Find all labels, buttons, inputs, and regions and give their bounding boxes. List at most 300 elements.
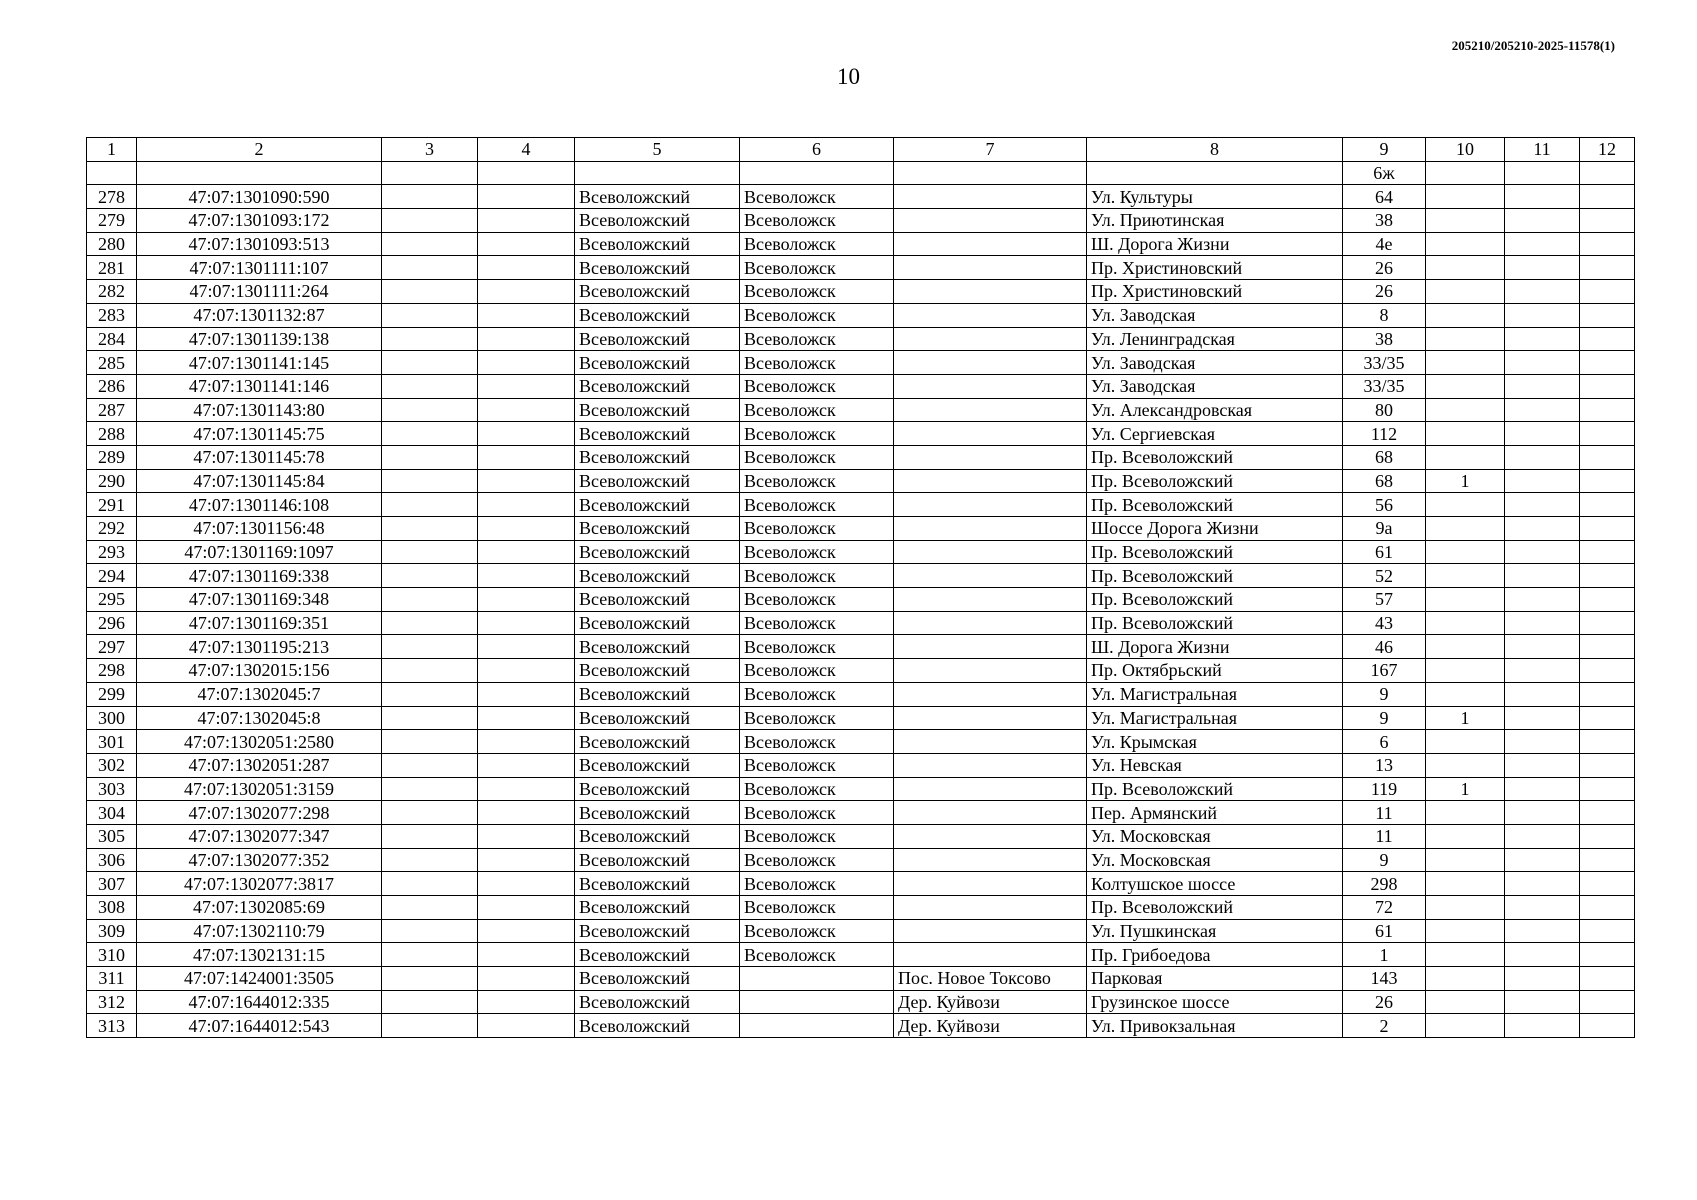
table-cell-col-5: Всеволожский <box>575 374 740 398</box>
table-row <box>87 209 1635 233</box>
table-cell-col-3 <box>382 967 478 991</box>
table-row <box>87 990 1635 1014</box>
table-row <box>87 1014 1635 1038</box>
table-cell-col-2: 47:07:1302131:15 <box>137 943 382 967</box>
table-cell-col-11 <box>1505 824 1580 848</box>
table-cell-col-2: 47:07:1302051:3159 <box>137 777 382 801</box>
table-row <box>87 872 1635 896</box>
table-cell-col-8: Ш. Дорога Жизни <box>1087 635 1343 659</box>
table-cell-col-8: Парковая <box>1087 967 1343 991</box>
table-row <box>87 445 1635 469</box>
table-cell-col-5: Всеволожский <box>575 967 740 991</box>
table-cell-col-5: Всеволожский <box>575 517 740 541</box>
table-cell-col-3 <box>382 327 478 351</box>
table-cell-col-4 <box>478 706 575 730</box>
table-cell-col-8: Ул. Пушкинская <box>1087 919 1343 943</box>
table-cell-col-6: Всеволожск <box>740 374 894 398</box>
table-cell-col-10 <box>1426 209 1505 233</box>
table-cell-col-12 <box>1580 445 1635 469</box>
table-cell-col-4 <box>478 351 575 375</box>
table-cell-col-3 <box>382 848 478 872</box>
table-cell-col-7 <box>894 564 1087 588</box>
table-cell-col-5: Всеволожский <box>575 682 740 706</box>
table-cell-col-10 <box>1426 303 1505 327</box>
table-cell-col-5: Всеволожский <box>575 730 740 754</box>
table-row <box>87 422 1635 446</box>
table-cell-col-9: 56 <box>1343 493 1426 517</box>
table-cell-col-10 <box>1426 848 1505 872</box>
table-body <box>87 138 1635 1038</box>
table-cell-col-8: Ул. Московская <box>1087 824 1343 848</box>
table-cell-col-4 <box>478 777 575 801</box>
table-cell-col-5: Всеволожский <box>575 659 740 683</box>
table-cell-col-7 <box>894 540 1087 564</box>
table-cell-col-6: Всеволожск <box>740 351 894 375</box>
table-cell-col-4 <box>478 872 575 896</box>
table-cell-col-6 <box>740 967 894 991</box>
table-cell-col-1: 281 <box>87 256 137 280</box>
column-header-11: 11 <box>1505 138 1580 162</box>
table-cell-col-1: 307 <box>87 872 137 896</box>
table-cell-col-2: 47:07:1301169:348 <box>137 588 382 612</box>
table-cell-col-6: Всеволожск <box>740 943 894 967</box>
table-cell-col-7 <box>894 280 1087 304</box>
table-cell-col-5: Всеволожский <box>575 635 740 659</box>
table-cell-col-7: Дер. Куйвози <box>894 1014 1087 1038</box>
table-cell-col-9: 6ж <box>1343 161 1426 185</box>
table-cell-col-8: Пр. Всеволожский <box>1087 493 1343 517</box>
table-cell-col-11 <box>1505 872 1580 896</box>
table-cell-col-8: Пр. Всеволожский <box>1087 469 1343 493</box>
table-cell-col-6: Всеволожск <box>740 682 894 706</box>
table-cell-col-1: 311 <box>87 967 137 991</box>
table-cell-col-1: 313 <box>87 1014 137 1038</box>
table-cell-col-12 <box>1580 990 1635 1014</box>
table-cell-col-9: 9 <box>1343 682 1426 706</box>
table-cell-col-11 <box>1505 303 1580 327</box>
table-cell-col-1: 279 <box>87 209 137 233</box>
table-cell-col-1: 278 <box>87 185 137 209</box>
table-cell-col-2: 47:07:1644012:543 <box>137 1014 382 1038</box>
table-cell-col-11 <box>1505 161 1580 185</box>
page-number: 10 <box>837 64 860 89</box>
table-cell-col-1: 297 <box>87 635 137 659</box>
table-cell-col-8: Ул. Привокзальная <box>1087 1014 1343 1038</box>
table-cell-col-2: 47:07:1302077:3817 <box>137 872 382 896</box>
table-cell-col-7 <box>894 445 1087 469</box>
table-row <box>87 374 1635 398</box>
table-cell-col-5: Всеволожский <box>575 469 740 493</box>
table-cell-col-6: Всеволожск <box>740 327 894 351</box>
table-cell-col-11 <box>1505 682 1580 706</box>
table-row <box>87 730 1635 754</box>
table-cell-col-2 <box>137 161 382 185</box>
table-cell-col-9: 80 <box>1343 398 1426 422</box>
table-cell-col-10 <box>1426 1014 1505 1038</box>
table-cell-col-1 <box>87 161 137 185</box>
table-cell-col-6: Всеволожск <box>740 611 894 635</box>
table-cell-col-10 <box>1426 232 1505 256</box>
table-cell-col-11 <box>1505 730 1580 754</box>
table-cell-col-3 <box>382 872 478 896</box>
table-cell-col-9: 2 <box>1343 1014 1426 1038</box>
table-row <box>87 232 1635 256</box>
table-cell-col-5: Всеволожский <box>575 943 740 967</box>
table-cell-col-10 <box>1426 517 1505 541</box>
table-cell-col-1: 303 <box>87 777 137 801</box>
table-cell-col-8: Ул. Заводская <box>1087 303 1343 327</box>
table-cell-col-11 <box>1505 351 1580 375</box>
table-cell-col-2: 47:07:1301111:107 <box>137 256 382 280</box>
table-cell-col-3 <box>382 588 478 612</box>
table-cell-col-12 <box>1580 967 1635 991</box>
table-cell-col-11 <box>1505 635 1580 659</box>
table-cell-col-5: Всеволожский <box>575 280 740 304</box>
column-header-6: 6 <box>740 138 894 162</box>
table-cell-col-8: Ул. Заводская <box>1087 374 1343 398</box>
table-cell-col-1: 310 <box>87 943 137 967</box>
table-row <box>87 848 1635 872</box>
table-cell-col-9: 298 <box>1343 872 1426 896</box>
table-cell-col-10 <box>1426 493 1505 517</box>
table-cell-col-1: 299 <box>87 682 137 706</box>
table-cell-col-7 <box>894 161 1087 185</box>
table-cell-col-1: 312 <box>87 990 137 1014</box>
table-cell-col-9: 68 <box>1343 445 1426 469</box>
table-cell-col-6: Всеволожск <box>740 896 894 920</box>
table-row <box>87 824 1635 848</box>
table-cell-col-5: Всеволожский <box>575 445 740 469</box>
table-cell-col-8: Ул. Александровская <box>1087 398 1343 422</box>
table-cell-col-8: Шоссе Дорога Жизни <box>1087 517 1343 541</box>
table-cell-col-6: Всеволожск <box>740 422 894 446</box>
table-cell-col-6: Всеволожск <box>740 185 894 209</box>
table-cell-col-9: 61 <box>1343 919 1426 943</box>
table-cell-col-2: 47:07:1301146:108 <box>137 493 382 517</box>
column-header-10: 10 <box>1426 138 1505 162</box>
table-cell-col-9: 38 <box>1343 209 1426 233</box>
table-cell-col-1: 293 <box>87 540 137 564</box>
table-cell-col-3 <box>382 896 478 920</box>
table-cell-col-11 <box>1505 256 1580 280</box>
table-cell-col-4 <box>478 824 575 848</box>
table-cell-col-10 <box>1426 990 1505 1014</box>
table-cell-col-9: 68 <box>1343 469 1426 493</box>
table-cell-col-6: Всеволожск <box>740 730 894 754</box>
table-cell-col-9: 6 <box>1343 730 1426 754</box>
table-cell-col-10 <box>1426 256 1505 280</box>
table-cell-col-8: Пр. Всеволожский <box>1087 777 1343 801</box>
table-cell-col-4 <box>478 517 575 541</box>
table-row <box>87 303 1635 327</box>
table-cell-col-7 <box>894 398 1087 422</box>
table-cell-col-6: Всеволожск <box>740 753 894 777</box>
table-cell-col-9: 11 <box>1343 801 1426 825</box>
column-header-9: 9 <box>1343 138 1426 162</box>
table-cell-col-11 <box>1505 422 1580 446</box>
table-cell-col-11 <box>1505 990 1580 1014</box>
table-cell-col-9: 52 <box>1343 564 1426 588</box>
table-cell-col-5: Всеволожский <box>575 990 740 1014</box>
table-row <box>87 493 1635 517</box>
table-cell-col-6: Всеволожск <box>740 588 894 612</box>
table-cell-col-12 <box>1580 753 1635 777</box>
table-cell-col-10 <box>1426 824 1505 848</box>
table-cell-col-4 <box>478 730 575 754</box>
table-cell-col-12 <box>1580 919 1635 943</box>
table-cell-col-7 <box>894 185 1087 209</box>
table-cell-col-10 <box>1426 896 1505 920</box>
table-cell-col-12 <box>1580 564 1635 588</box>
table-cell-col-3 <box>382 256 478 280</box>
table-cell-col-4 <box>478 682 575 706</box>
table-row <box>87 540 1635 564</box>
table-cell-col-6: Всеволожск <box>740 801 894 825</box>
table-cell-col-10 <box>1426 351 1505 375</box>
table-cell-col-7 <box>894 588 1087 612</box>
table-cell-col-11 <box>1505 374 1580 398</box>
table-row <box>87 706 1635 730</box>
table-cell-col-3 <box>382 469 478 493</box>
table-cell-col-4 <box>478 303 575 327</box>
table-row <box>87 256 1635 280</box>
table-cell-col-7 <box>894 659 1087 683</box>
table-cell-col-4 <box>478 232 575 256</box>
table-cell-col-11 <box>1505 588 1580 612</box>
table-cell-col-12 <box>1580 540 1635 564</box>
table-row <box>87 398 1635 422</box>
table-cell-col-11 <box>1505 445 1580 469</box>
table-cell-col-1: 292 <box>87 517 137 541</box>
table-cell-col-11 <box>1505 327 1580 351</box>
table-cell-col-10 <box>1426 611 1505 635</box>
table-cell-col-7 <box>894 469 1087 493</box>
table-cell-col-1: 306 <box>87 848 137 872</box>
table-cell-col-4 <box>478 209 575 233</box>
table-cell-col-4 <box>478 588 575 612</box>
table-cell-col-3 <box>382 611 478 635</box>
table-cell-col-4 <box>478 659 575 683</box>
table-cell-col-9: 167 <box>1343 659 1426 683</box>
table-cell-col-5: Всеволожский <box>575 303 740 327</box>
table-cell-col-1: 295 <box>87 588 137 612</box>
table-cell-col-4 <box>478 635 575 659</box>
table-cell-col-8: Ул. Ленинградская <box>1087 327 1343 351</box>
table-cell-col-5: Всеволожский <box>575 753 740 777</box>
table-cell-col-3 <box>382 682 478 706</box>
table-cell-col-7 <box>894 517 1087 541</box>
table-cell-col-12 <box>1580 398 1635 422</box>
table-cell-col-3 <box>382 517 478 541</box>
table-cell-col-5: Всеволожский <box>575 185 740 209</box>
table-cell-col-8: Пр. Всеволожский <box>1087 540 1343 564</box>
table-cell-col-9: 9 <box>1343 706 1426 730</box>
table-cell-col-7 <box>894 706 1087 730</box>
table-cell-col-2: 47:07:1301090:590 <box>137 185 382 209</box>
table-cell-col-11 <box>1505 919 1580 943</box>
table-cell-col-10 <box>1426 327 1505 351</box>
table-cell-col-10 <box>1426 730 1505 754</box>
table-cell-col-12 <box>1580 161 1635 185</box>
table-cell-col-1: 305 <box>87 824 137 848</box>
table-cell-col-2: 47:07:1301139:138 <box>137 327 382 351</box>
table-cell-col-11 <box>1505 943 1580 967</box>
table-cell-col-1: 301 <box>87 730 137 754</box>
table-cell-col-7 <box>894 777 1087 801</box>
table-cell-col-7 <box>894 730 1087 754</box>
table-cell-col-8 <box>1087 161 1343 185</box>
table-cell-col-9: 33/35 <box>1343 374 1426 398</box>
table-row <box>87 801 1635 825</box>
table-cell-col-6: Всеволожск <box>740 232 894 256</box>
table-cell-col-3 <box>382 919 478 943</box>
table-cell-col-11 <box>1505 209 1580 233</box>
table-cell-col-11 <box>1505 848 1580 872</box>
table-cell-col-12 <box>1580 469 1635 493</box>
table-cell-col-2: 47:07:1302051:2580 <box>137 730 382 754</box>
table-cell-col-1: 285 <box>87 351 137 375</box>
table-cell-col-1: 289 <box>87 445 137 469</box>
table-cell-col-3 <box>382 398 478 422</box>
table-cell-col-8: Ул. Культуры <box>1087 185 1343 209</box>
table-row <box>87 327 1635 351</box>
table-cell-col-2: 47:07:1302045:8 <box>137 706 382 730</box>
table-cell-col-8: Ул. Магистральная <box>1087 706 1343 730</box>
table-cell-col-6: Всеволожск <box>740 706 894 730</box>
table-cell-col-7 <box>894 611 1087 635</box>
table-cell-col-4 <box>478 540 575 564</box>
table-cell-col-2: 47:07:1301195:213 <box>137 635 382 659</box>
table-row <box>87 659 1635 683</box>
table-cell-col-6: Всеволожск <box>740 564 894 588</box>
table-cell-col-4 <box>478 256 575 280</box>
table-cell-col-2: 47:07:1644012:335 <box>137 990 382 1014</box>
table-cell-col-12 <box>1580 351 1635 375</box>
table-row <box>87 351 1635 375</box>
table-cell-col-2: 47:07:1301093:172 <box>137 209 382 233</box>
table-cell-col-8: Грузинское шоссе <box>1087 990 1343 1014</box>
table-cell-col-8: Пр. Христиновский <box>1087 256 1343 280</box>
column-header-4: 4 <box>478 138 575 162</box>
table-cell-col-8: Колтушское шоссе <box>1087 872 1343 896</box>
table-cell-col-10 <box>1426 422 1505 446</box>
column-header-8: 8 <box>1087 138 1343 162</box>
table-cell-col-11 <box>1505 398 1580 422</box>
table-cell-col-8: Пер. Армянский <box>1087 801 1343 825</box>
table-cell-col-8: Пр. Всеволожский <box>1087 896 1343 920</box>
table-cell-col-12 <box>1580 848 1635 872</box>
table-cell-col-12 <box>1580 635 1635 659</box>
table-cell-col-9: 26 <box>1343 990 1426 1014</box>
table-cell-col-1: 309 <box>87 919 137 943</box>
table-cell-col-8: Пр. Всеволожский <box>1087 588 1343 612</box>
table-cell-col-5: Всеволожский <box>575 540 740 564</box>
table-cell-col-9: 33/35 <box>1343 351 1426 375</box>
table-cell-col-7 <box>894 896 1087 920</box>
table-cell-col-12 <box>1580 659 1635 683</box>
column-header-3: 3 <box>382 138 478 162</box>
table-cell-col-1: 291 <box>87 493 137 517</box>
table-cell-col-2: 47:07:1301156:48 <box>137 517 382 541</box>
table-cell-col-11 <box>1505 493 1580 517</box>
table-cell-col-5: Всеволожский <box>575 919 740 943</box>
table-cell-col-11 <box>1505 280 1580 304</box>
table-row <box>87 682 1635 706</box>
table-cell-col-6: Всеволожск <box>740 445 894 469</box>
table-cell-col-5: Всеволожский <box>575 801 740 825</box>
table-cell-col-5 <box>575 161 740 185</box>
table-cell-col-6: Всеволожск <box>740 848 894 872</box>
table-cell-col-6: Всеволожск <box>740 540 894 564</box>
table-cell-col-12 <box>1580 517 1635 541</box>
table-cell-col-8: Пр. Христиновский <box>1087 280 1343 304</box>
table-row <box>87 896 1635 920</box>
table-cell-col-7 <box>894 872 1087 896</box>
table-cell-col-3 <box>382 706 478 730</box>
table-cell-col-3 <box>382 185 478 209</box>
table-cell-col-1: 298 <box>87 659 137 683</box>
table-cell-col-3 <box>382 990 478 1014</box>
table-cell-col-1: 302 <box>87 753 137 777</box>
table-cell-col-10 <box>1426 398 1505 422</box>
table-cell-col-2: 47:07:1302051:287 <box>137 753 382 777</box>
table-cell-col-10 <box>1426 801 1505 825</box>
table-cell-col-9: 9а <box>1343 517 1426 541</box>
table-cell-col-12 <box>1580 493 1635 517</box>
table-cell-col-11 <box>1505 967 1580 991</box>
table-cell-col-6: Всеволожск <box>740 280 894 304</box>
table-cell-col-9: 64 <box>1343 185 1426 209</box>
table-cell-col-4 <box>478 848 575 872</box>
table-cell-col-2: 47:07:1301145:84 <box>137 469 382 493</box>
table-cell-col-9: 72 <box>1343 896 1426 920</box>
table-cell-col-12 <box>1580 777 1635 801</box>
table-cell-col-3 <box>382 374 478 398</box>
table-cell-col-2: 47:07:1301111:264 <box>137 280 382 304</box>
table-cell-col-8: Пр. Всеволожский <box>1087 564 1343 588</box>
table-cell-col-3 <box>382 635 478 659</box>
table-cell-col-7 <box>894 493 1087 517</box>
table-cell-col-6: Всеволожск <box>740 777 894 801</box>
table-cell-col-11 <box>1505 706 1580 730</box>
table-cell-col-11 <box>1505 469 1580 493</box>
table-cell-col-4 <box>478 801 575 825</box>
table-cell-col-1: 290 <box>87 469 137 493</box>
table-cell-col-3 <box>382 659 478 683</box>
table-cell-col-3 <box>382 161 478 185</box>
table-cell-col-7 <box>894 635 1087 659</box>
table-row <box>87 517 1635 541</box>
table-cell-col-11 <box>1505 185 1580 209</box>
table-cell-col-7 <box>894 848 1087 872</box>
table-cell-col-12 <box>1580 824 1635 848</box>
table-cell-col-3 <box>382 777 478 801</box>
table-cell-col-12 <box>1580 280 1635 304</box>
table-cell-col-4 <box>478 1014 575 1038</box>
table-cell-col-7 <box>894 682 1087 706</box>
table-cell-col-9: 9 <box>1343 848 1426 872</box>
table-cell-col-4 <box>478 943 575 967</box>
table-cell-col-9: 11 <box>1343 824 1426 848</box>
table-cell-col-1: 286 <box>87 374 137 398</box>
table-cell-col-9: 13 <box>1343 753 1426 777</box>
table-cell-col-10 <box>1426 374 1505 398</box>
table-cell-col-7 <box>894 327 1087 351</box>
table-cell-col-1: 280 <box>87 232 137 256</box>
table-cell-col-2: 47:07:1302085:69 <box>137 896 382 920</box>
table-cell-col-8: Пр. Всеволожский <box>1087 445 1343 469</box>
table-cell-col-1: 284 <box>87 327 137 351</box>
